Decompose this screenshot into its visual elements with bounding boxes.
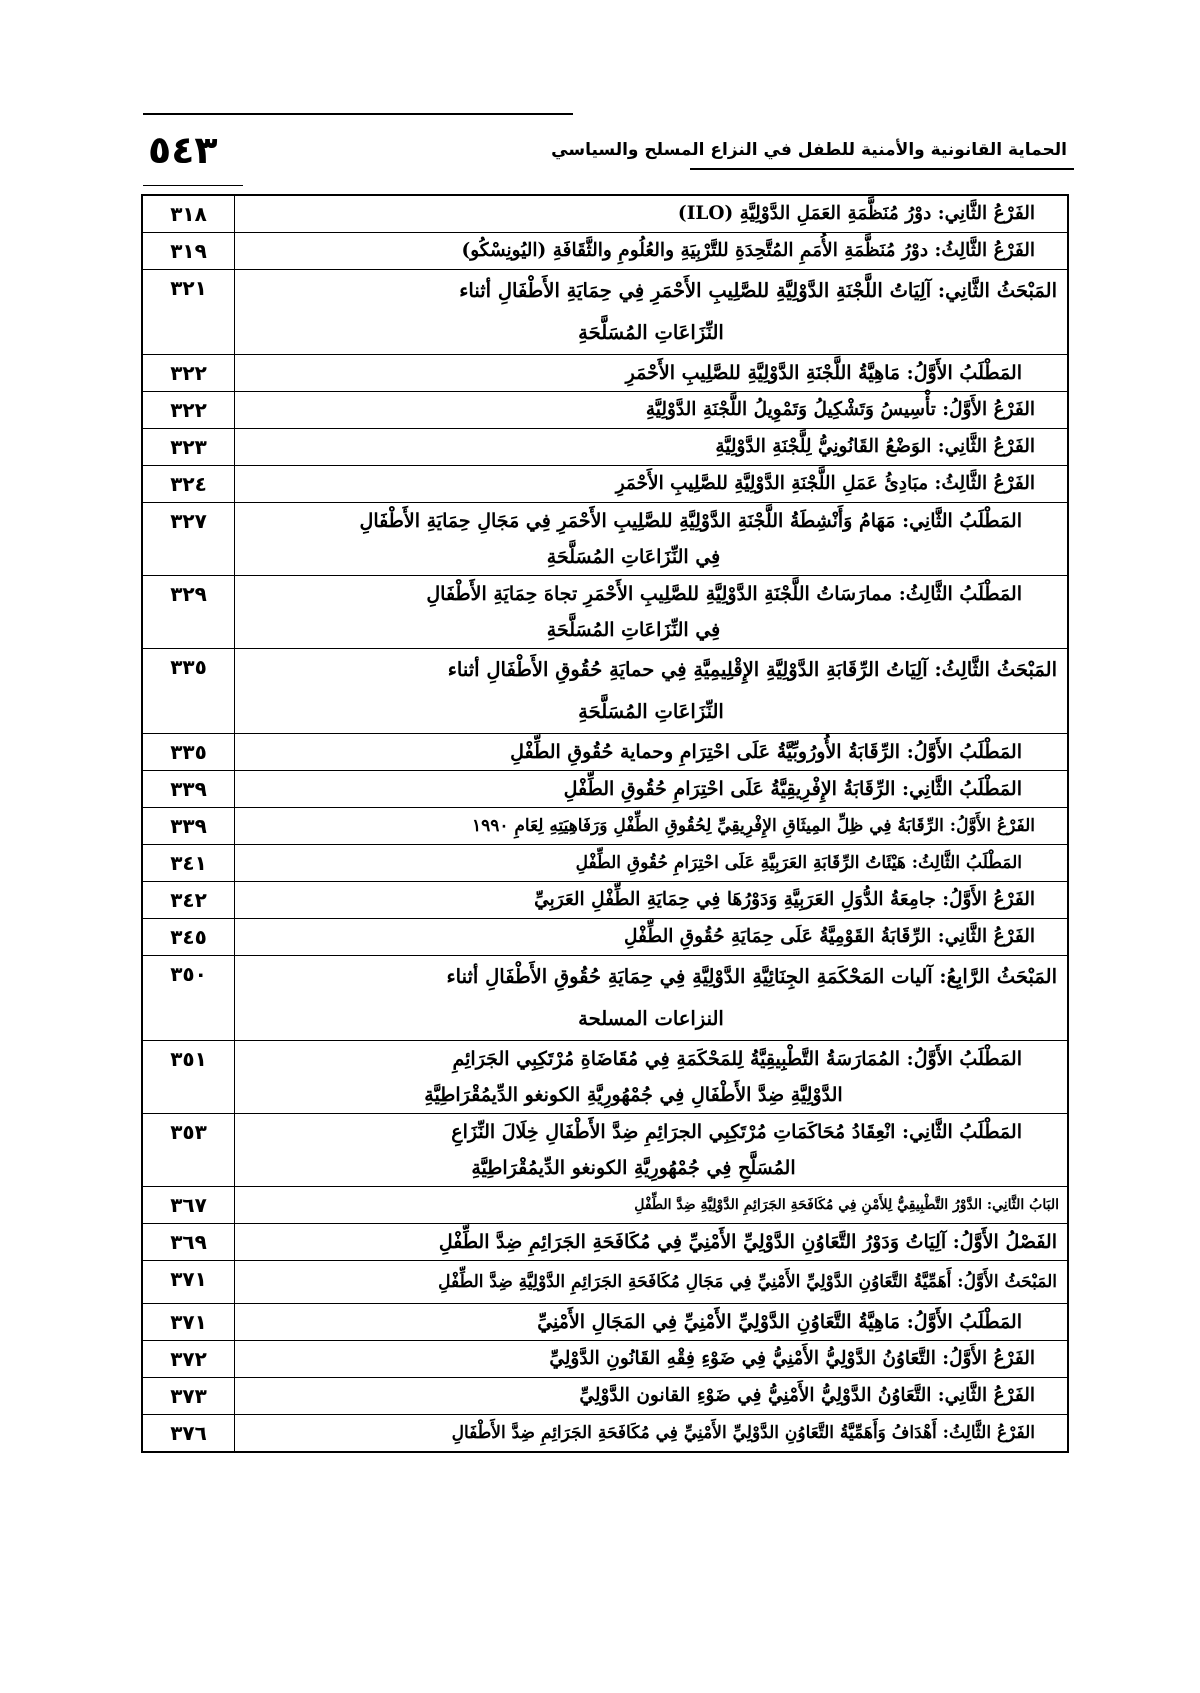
toc-row <box>142 1378 1068 1415</box>
toc-entry-title-line: المَبْحَثُ الرَّابِعُ: آليات المَحْكَمَةِ الجِنَائِيَّةِ الدَّوْلِيَّةِ فِي حِمَايَةِ حُقُوقِ الأَطْفَالِ أثناء <box>446 965 1057 988</box>
toc-entry-title-line: الفَرْعُ الثَّانِي: الرِّقَابَةُ القَوْمِيَّةُ عَلَى حِمَايَةِ حُقُوقِ الطِّفْلِ <box>624 926 1035 947</box>
toc-entry-title <box>235 1041 1069 1114</box>
toc-row <box>142 576 1068 649</box>
toc-entry-page: ٣٢٧ <box>142 503 235 576</box>
toc-entry-page: ٣٥٣ <box>142 1114 235 1187</box>
toc-entry-title <box>235 649 1069 734</box>
toc-entry-title <box>235 576 1069 649</box>
toc-entry-page: ٣٧١ <box>142 1304 235 1341</box>
toc-entry-title-line: المَطْلَبُ الثَّانِي: الرِّقَابَةُ الإِفْرِيقِيَّةُ عَلَى احْتِرَامِ حُقُوقِ الطِّفْلِ <box>563 778 1022 800</box>
toc-entry-title-line: المَطْلَبُ الأَوَّلُ: مَاهِيَّةُ التَّعَاوُنِ الدَّوْلِيِّ الأَمْنِيِّ فِي المَجَالِ الأَمْنِيِّ <box>537 1311 1022 1333</box>
toc-entry-title <box>235 1415 1069 1453</box>
toc-entry-title-line: المَبْحَثُ الأَوَّلُ: أَهَمِّيَّةُ التَّعَاوُنِ الدَّوْلِيِّ الأَمْنِيِّ فِي مَجَالِ مُكَافَحَةِ الجَرَائِمِ الدَّوْلِيَّةِ ضِدَّ الطِّفْلِ <box>438 1272 1057 1292</box>
toc-entry-page: ٣٣٥ <box>142 649 235 734</box>
toc-entry-title-line: الفَرْعُ الثَّانِي: الوَضْعُ القَانُونِيُّ لِلَّجْنَةِ الدَّوْلِيَّةِ <box>715 436 1035 457</box>
toc-entry-title <box>235 1114 1069 1187</box>
toc-row <box>142 429 1068 466</box>
toc-entry-title <box>235 734 1069 771</box>
toc-entry-title <box>235 233 1069 270</box>
toc-entry-title <box>235 270 1069 355</box>
toc-row <box>142 771 1068 808</box>
toc-entry-title <box>235 882 1069 919</box>
toc-entry-title-continuation: الدَّوْلِيَّةِ ضِدَّ الأَطْفَالِ فِي جُمْهُورِيَّةِ الكونغو الدِّيمُقْرَاطِيَّةِ <box>424 1084 843 1106</box>
toc-entry-title <box>235 355 1069 392</box>
toc-entry-title <box>235 919 1069 956</box>
toc-row <box>142 734 1068 771</box>
toc-entry-page: ٣٥٠ <box>142 956 235 1041</box>
toc-entry-title-line: الفَرْعُ الأَوَّلُ: الرِّقَابَةُ فِي ظِلِّ المِيثَاقِ الإِفْرِيقِيِّ لِحُقُوقِ الطِّفْلِ وَرَفَاهِيَتِهِ لِعَامِ ١٩٩٠ <box>471 816 1035 836</box>
toc-entry-title <box>235 845 1069 882</box>
toc-entry-title-line: الفَرْعُ الأَوَّلُ: تأْسِيسُ وَتَشْكِيلُ وَتَمْوِيلُ اللَّجْنَةِ الدَّوْلِيَّةِ <box>645 399 1035 420</box>
toc-entry-page: ٣١٨ <box>142 195 235 233</box>
toc-entry-title <box>235 1341 1069 1378</box>
toc-entry-page: ٣٢٩ <box>142 576 235 649</box>
toc-entry-title <box>235 1261 1069 1304</box>
running-header-rule <box>690 168 1074 170</box>
toc-row <box>142 956 1068 1041</box>
toc-entry-page: ٣٤٥ <box>142 919 235 956</box>
toc-entry-page: ٣٧٣ <box>142 1378 235 1415</box>
toc-row <box>142 392 1068 429</box>
toc-entry-page: ٣٢٤ <box>142 466 235 503</box>
toc-entry-title-line: البَابُ الثَّانِي: الدَّوْرُ التَّطْبِيقِيُّ لِلأَمْنِ فِي مُكَافَحَةِ الجَرَائِمِ الدَّوْلِيَّةِ ضِدَّ الطِّفْلِ <box>634 1197 1059 1213</box>
toc-entry-page: ٣٦٩ <box>142 1224 235 1261</box>
toc-entry-page: ٣٧٢ <box>142 1341 235 1378</box>
toc-entry-title <box>235 1224 1069 1261</box>
toc-row <box>142 882 1068 919</box>
table-of-contents <box>141 194 1069 1453</box>
toc-entry-title-line: المَطْلَبُ الأَوَّلُ: مَاهِيَّةُ اللَّجْنَةِ الدَّوْلِيَّةِ للصَّلِيبِ الأَحْمَرِ <box>625 362 1022 384</box>
toc-row <box>142 649 1068 734</box>
toc-row <box>142 1341 1068 1378</box>
toc-entry-title <box>235 771 1069 808</box>
toc-entry-page: ٣٧١ <box>142 1261 235 1304</box>
toc-entry-title <box>235 392 1069 429</box>
toc-entry-title-line: الفَرْعُ الأَوَّلُ: جامِعَةُ الدُّوَلِ العَرَبِيَّةِ وَدَوْرُهَا فِي حِمَايَةِ الطِّفْلِ العَرَبِيِّ <box>534 889 1035 910</box>
toc-entry-title-line: المَطْلَبُ الثَّانِي: مَهَامُ وَأَنْشِطَةُ اللَّجْنَةِ الدَّوْلِيَّةِ للصَّلِيبِ الأَحْمَرِ فِي مَجَالِ حِمَايَةِ الأَطْفَالِ <box>359 510 1022 532</box>
toc-entry-title <box>235 503 1069 576</box>
running-header: الحماية القانونية والأمنية للطفل في النزاع المسلح والسياسي <box>551 140 1067 160</box>
toc-row <box>142 845 1068 882</box>
toc-entry-page: ٣٣٥ <box>142 734 235 771</box>
toc-row <box>142 503 1068 576</box>
toc-row <box>142 355 1068 392</box>
toc-entry-title-line: المَطْلَبُ الثَّانِي: انْعِقَادُ مُحَاكَمَاتِ مُرْتَكِبِي الجرَائِمِ ضِدَّ الأَطْفَالِ خِلَالَ النِّزَاعِ <box>451 1121 1022 1143</box>
toc-entry-page: ٣٧٦ <box>142 1415 235 1453</box>
toc-entry-page: ٣١٩ <box>142 233 235 270</box>
toc-entry-title-continuation: المُسَلَّحِ فِي جُمْهُورِيَّةِ الكونغو الدِّيمُقْرَاطِيَّةِ <box>471 1157 796 1179</box>
toc-row <box>142 466 1068 503</box>
page-number-rule <box>143 185 243 186</box>
toc-entry-title <box>235 466 1069 503</box>
top-rule <box>143 113 573 115</box>
page-number: ٥٤٣ <box>148 128 218 172</box>
toc-entry-page: ٣٤١ <box>142 845 235 882</box>
toc-entry-title-line: المَطْلَبُ الثَّالِثُ: ممارَسَاتُ اللَّجْنَةِ الدَّوْلِيَّةِ للصَّلِيبِ الأَحْمَرِ تجاهَ حِمَايَةِ الأَطْفَالِ <box>426 583 1022 605</box>
toc-entry-page: ٣٢٢ <box>142 392 235 429</box>
toc-row <box>142 233 1068 270</box>
toc-row <box>142 1304 1068 1341</box>
toc-row <box>142 808 1068 845</box>
toc-entry-title-line: الفَرْعُ الثَّانِي: التَّعَاوُنُ الدَّوْلِيُّ الأَمْنِيُّ فِي ضَوْءِ القانون الدَّوْلِيِّ <box>579 1385 1035 1406</box>
toc-entry-page: ٣٣٩ <box>142 808 235 845</box>
toc-row <box>142 1041 1068 1114</box>
toc-entry-page: ٣٦٧ <box>142 1187 235 1224</box>
toc-entry-page: ٣٤٢ <box>142 882 235 919</box>
toc-entry-title <box>235 956 1069 1041</box>
toc-body <box>142 195 1068 1452</box>
toc-row <box>142 1187 1068 1224</box>
toc-entry-title <box>235 1378 1069 1415</box>
toc-entry-title-line: الفَرْعُ الثَّالِثُ: دوْرُ مُنَظَّمَةِ الأُمَمِ المُتَّحِدَةِ للتَّرْبِيَةِ والعُلُومِ والثَّقَافَةِ (اليُونِسْكُو) <box>461 240 1035 261</box>
toc-entry-title-line: الفَرْعُ الثَّانِي: دوْرُ مُنَظَّمَةِ العَمَلِ الدَّوْلِيَّةِ (ILO) <box>677 203 1035 224</box>
toc-entry-title-continuation: فِي النِّزَاعَاتِ المُسَلَّحَةِ <box>546 619 721 641</box>
toc-row <box>142 1261 1068 1304</box>
toc-entry-page: ٣٢٣ <box>142 429 235 466</box>
toc-entry-page: ٣٢٢ <box>142 355 235 392</box>
toc-entry-title <box>235 195 1069 233</box>
toc-row <box>142 1415 1068 1453</box>
toc-entry-page: ٣٢١ <box>142 270 235 355</box>
toc-row <box>142 919 1068 956</box>
toc-entry-title-continuation: النِّزَاعَاتِ المُسَلَّحَةِ <box>578 700 724 723</box>
toc-entry-title-line: الفَرْعُ الثَّالِثُ: مبَادِئُ عَمَلِ اللَّجْنَةِ الدَّوْلِيَّةِ للصَّلِيبِ الأَحْمَرِ <box>615 473 1035 494</box>
toc-row <box>142 195 1068 233</box>
toc-entry-page: ٣٥١ <box>142 1041 235 1114</box>
toc-entry-title-line: المَبْحَثُ الثَّانِي: آلِيَاتُ اللَّجْنَةِ الدَّوْلِيَّةِ للصَّلِيبِ الأَحْمَرِ فِي حِمَايَةِ الأَطْفَالِ أثناء <box>459 279 1057 302</box>
toc-entry-page: ٣٣٩ <box>142 771 235 808</box>
toc-row <box>142 270 1068 355</box>
toc-entry-title <box>235 429 1069 466</box>
toc-row <box>142 1224 1068 1261</box>
toc-entry-title <box>235 1187 1069 1224</box>
toc-entry-title-line: الفَصْلُ الأَوَّلُ: آلِيَاتُ وَدَوْرُ التَّعَاوُنِ الدَّوْلِيِّ الأَمْنِيِّ فِي مُكَافَحَةِ الجَرَائِمِ ضِدَّ الطِّفْلِ <box>438 1231 1057 1253</box>
toc-entry-title-line: الفَرْعُ الأَوَّلُ: التَّعَاوُنُ الدَّوْلِيُّ الأَمْنِيُّ فِي ضَوْءِ فِقْهِ القَانُونِ الدَّوْلِيِّ <box>549 1348 1035 1369</box>
toc-entry-title <box>235 1304 1069 1341</box>
toc-entry-title-line: المَطْلَبُ الأَوَّلُ: الرِّقَابَةُ الأُورُوبِّيَّةُ عَلَى احْتِرَامِ وحماية حُقُوقِ الطِّفْلِ <box>510 741 1022 763</box>
toc-entry-title <box>235 808 1069 845</box>
toc-entry-title-line: المَطْلَبُ الثَّالِثُ: هَيْئَاتُ الرِّقَابَةِ العَرَبِيَّةِ عَلَى احْتِرَامِ حُقُوقِ الطِّفْلِ <box>575 853 1022 873</box>
toc-entry-title-line: المَطْلَبُ الأَوَّلُ: المُمَارَسَةُ التَّطْبِيقِيَّةُ لِلمَحْكَمَةِ فِي مُقَاضَاةِ مُرْتَكِبِي الجَرَائِمِ <box>452 1048 1022 1070</box>
toc-entry-title-continuation: النِّزَاعَاتِ المُسَلَّحَةِ <box>578 321 724 344</box>
toc-entry-title-line: المَبْحَثُ الثَّالِثُ: آلِيَاتُ الرِّقَابَةِ الدَّوْلِيَّةِ الإِقْلِيمِيَّةِ فِي حمايَةِ حُقُوقِ الأَطْفَالِ أثناء <box>447 658 1057 681</box>
toc-row <box>142 1114 1068 1187</box>
toc-entry-title-continuation: النزاعات المسلحة <box>578 1007 724 1030</box>
toc-entry-title-continuation: فِي النِّزَاعَاتِ المُسَلَّحَةِ <box>546 546 721 568</box>
toc-entry-title-line: الفَرْعُ الثَّالِثُ: أَهْدَافُ وَأَهَمِّيَّةُ التَّعَاوُنِ الدَّوْلِيِّ الأَمْنِيِّ فِي مُكَافَحَةِ الجَرَائِمِ ضِدَّ الأَطْفَالِ <box>451 1423 1035 1443</box>
